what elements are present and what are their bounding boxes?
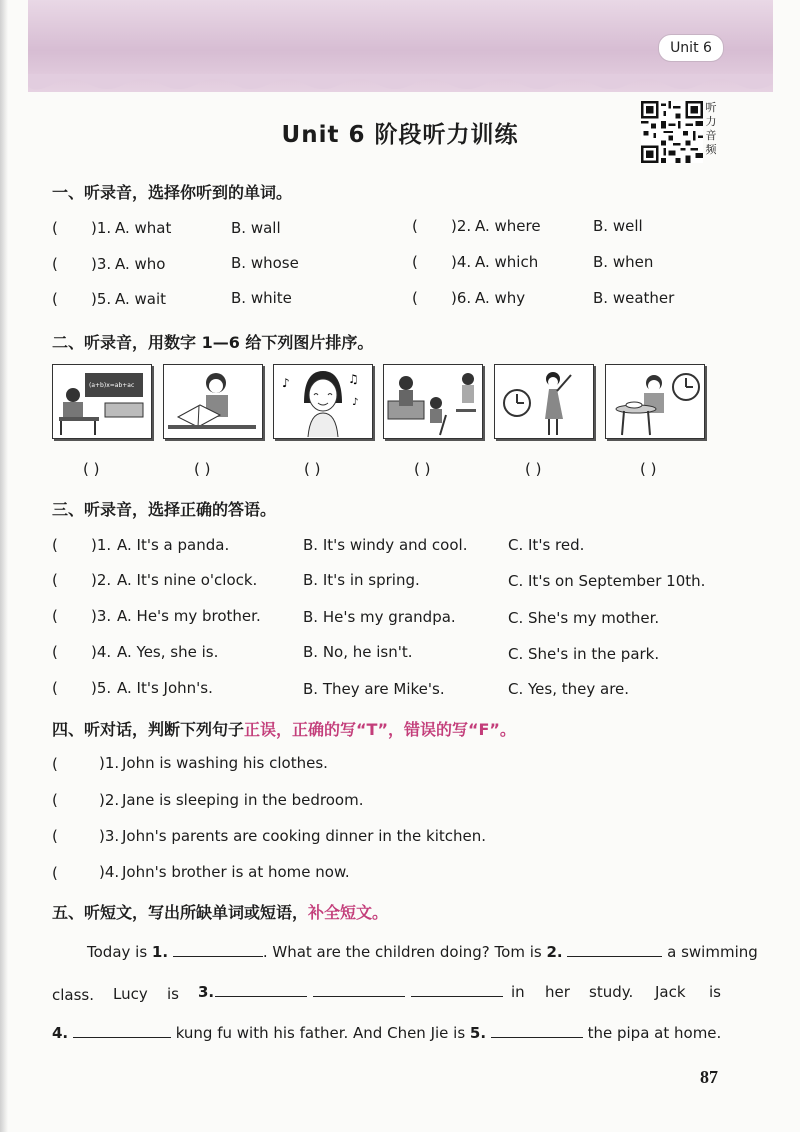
order-blank-1[interactable]: ( ) [83,460,100,478]
answer-paren[interactable]: ( [52,571,58,589]
option-b: B. No, he isn't. [303,643,413,661]
passage-text: class. [52,986,95,1004]
item-number: )1. [91,536,112,554]
option-b: B. wall [231,219,281,237]
section-5-heading [52,900,388,923]
item-number: )6. [451,289,472,307]
option-c: C. She's my mother. [508,609,660,627]
classroom-picture [52,364,152,439]
answer-paren[interactable]: ( [52,827,58,845]
option-c: C. She's in the park. [508,645,660,663]
option-b: B. He's my grandpa. [303,608,456,626]
page-number: 87 [700,1067,718,1087]
option-b: B. well [593,217,643,235]
answer-paren[interactable]: ( [52,536,58,554]
eating-boy-picture [605,364,705,439]
unit-tab: Unit 6 [658,34,724,62]
order-blank-2[interactable]: ( ) [194,460,211,478]
option-a: A. It's nine o'clock. [117,571,258,589]
answer-paren[interactable]: ( [52,255,58,273]
answer-paren[interactable]: ( [412,289,418,307]
answer-blank-2[interactable] [567,943,662,957]
item-number: )2. [99,791,120,809]
item-number: )4. [91,643,112,661]
page-title: Unit 6 阶段听力训练 [281,122,519,148]
passage-text: the pipa at home. [582,1024,722,1042]
qr-label: 听力音频 [705,101,717,156]
option-c: C. Yes, they are. [508,680,630,698]
section-5-heading-highlight: 补全短文。 [308,903,389,922]
blank-number: 1. [151,943,169,961]
passage-text: her [545,983,570,1001]
order-blank-6[interactable]: ( ) [640,460,657,478]
answer-paren[interactable]: ( [412,217,418,235]
item-number: )2. [91,571,112,589]
page-edge-shadow [0,0,8,1132]
option-b: B. white [231,289,292,307]
passage-text: study. [589,983,634,1001]
svg-text:♪: ♪ [282,376,290,390]
item-number: )4. [451,253,472,271]
order-blank-3[interactable]: ( ) [304,460,321,478]
item-number: )3. [91,255,112,273]
answer-paren[interactable]: ( [52,864,58,882]
option-a: A. It's John's. [117,679,213,697]
answer-paren[interactable]: ( [52,290,58,308]
option-a: A. who [115,255,166,273]
section-2-heading: 二、听录音，用数字 1—6 给下列图片排序。 [52,333,374,352]
statement-text: John's brother is at home now. [122,863,350,881]
item-number: )4. [99,863,120,881]
option-a: A. Yes, she is. [117,643,219,661]
passage-text: in [511,983,525,1001]
option-a: A. why [475,289,526,307]
qr-code-icon[interactable] [641,101,703,163]
option-b: B. when [593,253,654,271]
item-number: )1. [91,219,112,237]
blank-number: 4. [52,1024,69,1042]
item-number: )1. [99,754,120,772]
section-5-heading-text: 五、听短文，写出所缺单词或短语， [52,903,309,922]
option-a: A. where [475,217,541,235]
order-blank-4[interactable]: ( ) [414,460,431,478]
item-number: )5. [91,290,112,308]
passage-text: is [167,985,179,1003]
blank-number: 2. [546,943,563,961]
answer-paren[interactable]: ( [52,643,58,661]
answer-paren[interactable]: ( [52,679,58,697]
answer-paren[interactable]: ( [52,219,58,237]
svg-text:♫: ♫ [348,372,359,386]
passage-text: kung fu with his father. And Chen Jie is [170,1024,470,1042]
option-b: B. It's windy and cool. [303,536,468,554]
answer-paren[interactable]: ( [412,253,418,271]
blank-number: 3. [198,983,215,1001]
reading-boy-picture [163,364,263,439]
option-a: A. what [115,219,172,237]
passage-text: is [709,983,721,1001]
answer-paren[interactable]: ( [52,755,58,773]
answer-blank-1[interactable] [173,943,263,957]
answer-blank-4[interactable] [73,1024,171,1038]
section-3-heading: 三、听录音，选择正确的答语。 [52,500,277,519]
option-b: B. weather [593,289,675,307]
option-a: A. It's a panda. [117,536,230,554]
blank-number: 5. [469,1024,487,1042]
passage-text: Lucy [113,985,148,1003]
svg-text:♪: ♪ [352,397,359,408]
listening-girl-picture [273,364,373,439]
family-room-picture [383,364,483,439]
answer-blank-5[interactable] [491,1024,583,1038]
item-number: )3. [99,827,120,845]
passage-line-1 [87,943,758,961]
answer-blank-3a[interactable] [215,983,307,997]
banner-wave [28,74,773,96]
answer-paren[interactable]: ( [52,791,58,809]
clock-girl-picture [494,364,594,439]
order-blank-5[interactable]: ( ) [525,460,542,478]
option-a: A. He's my brother. [117,607,261,625]
section-4-heading-highlight: 正误，正确的写“T”，错误的写“F”。 [244,720,516,739]
option-a: A. wait [115,290,167,308]
statement-text: John's parents are cooking dinner in the kitchen. [122,827,487,845]
option-b: B. whose [231,254,299,272]
item-number: )3. [91,607,112,625]
passage-text: . What are the children doing? Tom is [262,943,547,961]
answer-blank-3b[interactable] [313,983,405,997]
section-4-heading [52,717,516,740]
answer-paren[interactable]: ( [52,607,58,625]
passage-text: Jack [655,983,686,1001]
option-a: A. which [475,253,539,271]
item-number: )2. [451,217,472,235]
option-b: B. It's in spring. [303,571,420,589]
passage-line-3 [52,1024,721,1042]
option-c: C. It's red. [508,536,585,554]
passage-text: Today is [87,943,152,961]
option-b: B. They are Mike's. [303,680,445,698]
statement-text: Jane is sleeping in the bedroom. [122,791,364,809]
item-number: )5. [91,679,112,697]
svg-text:(a+b)x=ab+ac: (a+b)x=ab+ac [89,382,135,389]
answer-blank-3c[interactable] [411,983,503,997]
section-4-heading-text: 四、听对话，判断下列句子 [52,720,245,739]
statement-text: John is washing his clothes. [122,754,328,772]
option-c: C. It's on September 10th. [508,572,706,590]
passage-text: a swimming [662,943,758,961]
section-1-heading: 一、听录音，选择你听到的单词。 [52,183,293,202]
